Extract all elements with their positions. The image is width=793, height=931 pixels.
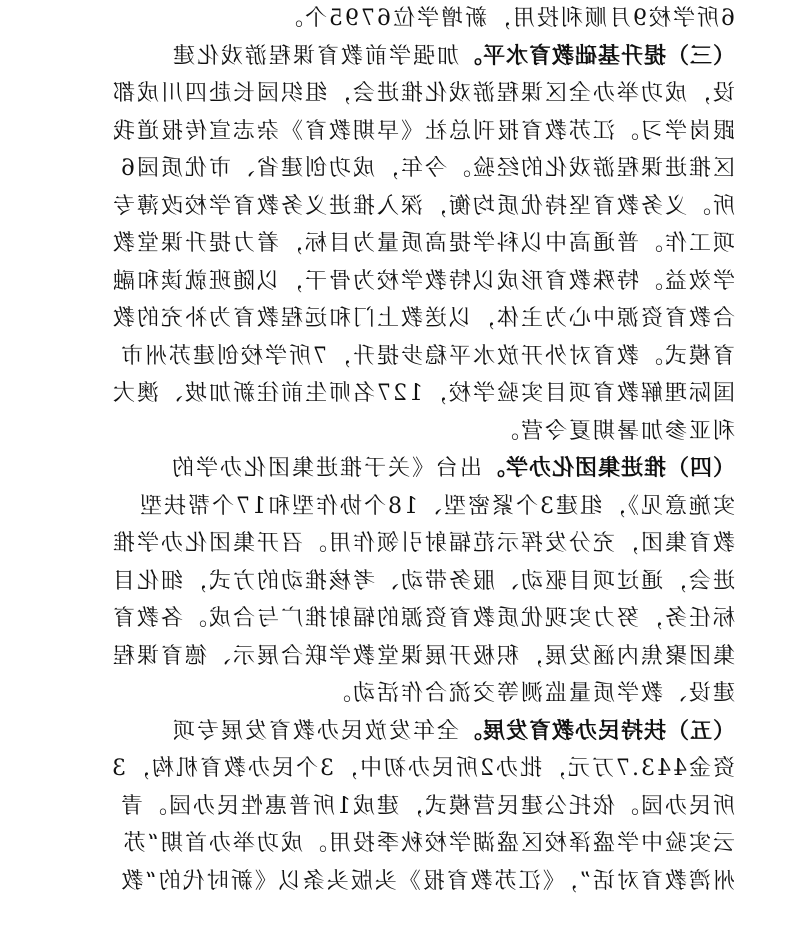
line-text: 进会，通过项目驱动、服务带动、考核推动的方式，细化目 xyxy=(110,568,735,594)
line-text: 育模式。教育对外开放水平稳步提升，7所学校创建苏州市 xyxy=(119,343,735,369)
text-line xyxy=(55,225,735,263)
text-line xyxy=(55,600,735,638)
text-line xyxy=(55,188,735,226)
line-text: 所民办园。依托公建民营模式，建成1所普惠性民办园。青 xyxy=(119,793,735,819)
text-line xyxy=(55,750,735,788)
line-text: 6所学校9月顺利投用，新增学位6795个。 xyxy=(279,6,735,31)
line-text: 集团聚焦内涵发展，积极开展课堂教学联合展示、德育课程 xyxy=(110,643,735,669)
line-text: 云实验中学盛泽校区盛湖学校秋季投用。成功举办首期“苏 xyxy=(121,831,735,856)
text-line xyxy=(55,638,735,676)
text-line xyxy=(55,450,735,488)
text-line xyxy=(55,563,735,601)
text-line xyxy=(55,300,735,338)
line-text: 区推进课程游戏化的经验。今年，成功创建省、市优质园6 xyxy=(119,156,735,181)
text-line xyxy=(55,0,735,38)
line-text: 加强学前教育课程游戏化建 xyxy=(170,43,459,69)
text-line xyxy=(55,713,735,751)
text-line xyxy=(55,488,735,526)
text-line xyxy=(55,113,735,151)
section-heading: （五）扶持民办教育发展。 xyxy=(458,718,735,744)
line-text: 所。义务教育坚持优质均衡，深入推进义务教育学校改薄专 xyxy=(110,193,735,219)
line-text: 建设、教学质量监测等交流合作活动。 xyxy=(326,681,735,706)
text-line xyxy=(55,525,735,563)
text-line xyxy=(55,863,735,901)
line-text: 出台《关于推进集团化办学的 xyxy=(169,456,482,481)
text-line xyxy=(55,75,735,113)
line-text: 利亚参加暑期夏令营。 xyxy=(494,418,735,444)
text-line xyxy=(55,38,735,76)
line-text: 跟岗学习。江苏教育报刊总社《早期教育》杂志宣传报道我 xyxy=(110,118,735,144)
text-line xyxy=(55,150,735,188)
text-line xyxy=(55,263,735,301)
line-text: 项工作。普通高中以科学提高质量为目标，着力提升课堂教 xyxy=(110,231,735,256)
text-line xyxy=(55,413,735,451)
line-text: 教育集团，充分发挥示范辐射引领作用。召开集团化办学推 xyxy=(110,531,735,556)
line-text: 学效益。特殊教育形成以特教学校为骨干，以随班就读和融 xyxy=(110,268,735,294)
text-line xyxy=(55,788,735,826)
line-text: 合教育资源中心为主体，以送教上门和远程教育为补充的教 xyxy=(110,306,735,331)
line-text: 资金443.7万元，批办2所民办初中，3个民办教育机构，3 xyxy=(110,756,735,781)
text-line xyxy=(55,338,735,376)
body-text xyxy=(55,0,735,900)
text-line xyxy=(55,825,735,863)
line-text: 设，成功举办全区课程游戏化推进会，组织园长赴四川成都 xyxy=(110,81,735,106)
line-text: 标任务，努力实现优质教育资源的辐射推广与合成。各教育 xyxy=(110,606,735,631)
line-text: 全年发放民办教育发展专项 xyxy=(170,718,459,744)
section-heading: （三）提升基础教育水平。 xyxy=(458,43,735,69)
line-text: 州湾教育对话”，《江苏教育报》头版头条以《新时代的“教 xyxy=(119,868,735,894)
text-line xyxy=(55,375,735,413)
line-text: 实施意见》，组建3个紧密型、18个协作型和17个帮扶型 xyxy=(138,493,735,519)
text-line xyxy=(55,675,735,713)
line-text: 国际理解教育项目实验学校，127名师生前往新加坡、澳大 xyxy=(111,381,735,406)
section-heading: （四）推进集团化办学。 xyxy=(481,456,735,481)
